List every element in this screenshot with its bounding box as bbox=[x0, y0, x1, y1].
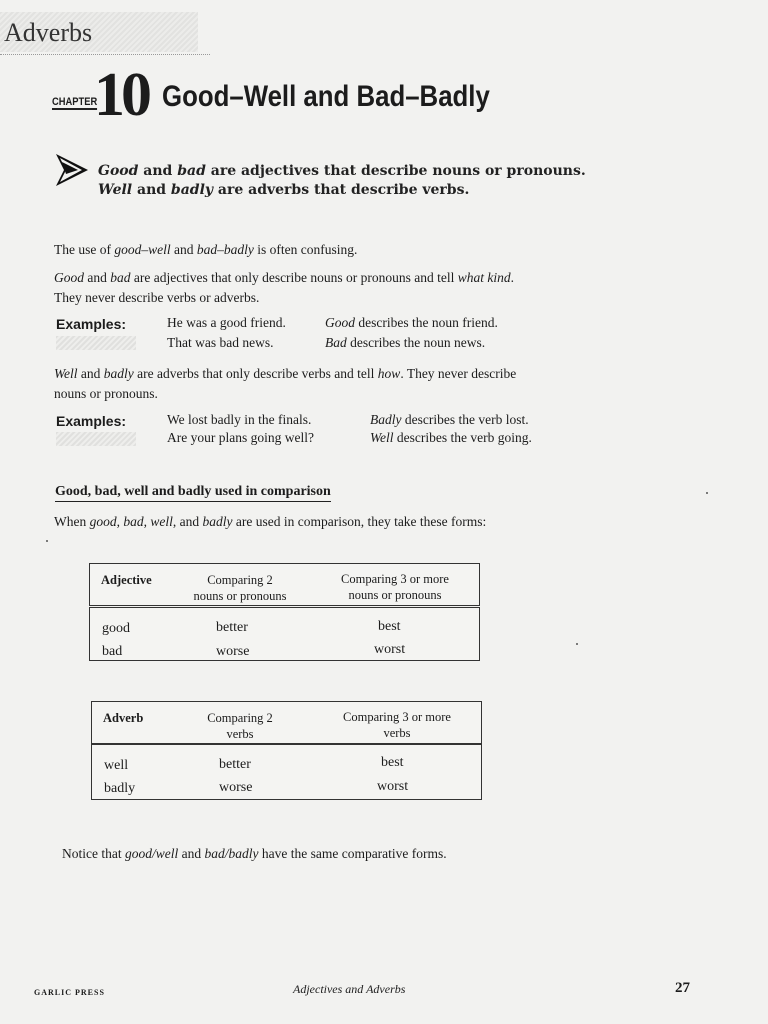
example-note: Bad describes the noun news. bbox=[325, 335, 486, 350]
examples-label: Examples: bbox=[56, 316, 127, 332]
table-cell: badly bbox=[104, 781, 136, 796]
example-sentence: Are your plans going well? bbox=[167, 430, 314, 445]
comparison-intro: When good, bad, well, and badly are used in comparison, they take these forms: bbox=[54, 514, 487, 529]
table-cell: better bbox=[216, 620, 248, 635]
book-title: Adjectives and Adverbs bbox=[293, 982, 406, 996]
scan-speck bbox=[706, 492, 708, 494]
table-cell: worse bbox=[219, 780, 253, 795]
chapter-number: 10 bbox=[94, 61, 148, 129]
adverb-table-header bbox=[91, 701, 482, 744]
key-point-line-2: Well and badly are adverbs that describe verbs. bbox=[98, 182, 470, 198]
header-divider bbox=[0, 54, 210, 55]
scan-speck bbox=[576, 643, 578, 645]
example-sentence: He was a good friend. bbox=[167, 315, 286, 330]
examples-shade bbox=[56, 432, 136, 446]
adverb-paragraph-line-2: nouns or pronouns. bbox=[54, 386, 158, 401]
comparison-heading: Good, bad, well and badly used in comparison bbox=[55, 484, 331, 502]
adjective-paragraph-line-2: They never describe verbs or adverbs. bbox=[54, 290, 260, 305]
column-header: Comparing 2 nouns or pronouns bbox=[193, 573, 287, 603]
adjective-table-header bbox=[89, 563, 480, 606]
table-cell: worse bbox=[216, 644, 250, 659]
adverb-table-body bbox=[91, 744, 482, 800]
column-header: Adverb bbox=[103, 711, 144, 725]
examples-shade bbox=[56, 336, 136, 350]
intro-text: The use of good–well and bad–badly is often confusing. bbox=[54, 242, 358, 257]
chapter-title: Good–Well and Bad–Badly bbox=[162, 80, 490, 113]
adjective-table-body bbox=[89, 607, 480, 661]
example-note: Good describes the noun friend. bbox=[325, 315, 498, 330]
adverb-paragraph-line-1: Well and badly are adverbs that only describe verbs and tell how. They never describe bbox=[54, 366, 517, 381]
column-header: Comparing 2 verbs bbox=[207, 711, 273, 741]
example-sentence: That was bad news. bbox=[167, 335, 274, 350]
column-header: Comparing 3 or more verbs bbox=[343, 710, 451, 740]
adjective-paragraph-line-1: Good and bad are adjectives that only describe nouns or pronouns and tell what kind. bbox=[54, 270, 515, 285]
column-header: Adjective bbox=[101, 573, 152, 587]
examples-label: Examples: bbox=[56, 413, 127, 429]
section-title: Adverbs bbox=[4, 18, 93, 47]
page-number: 27 bbox=[675, 980, 690, 996]
arrow-icon bbox=[52, 150, 92, 190]
section-header bbox=[0, 12, 198, 52]
table-cell: best bbox=[378, 619, 401, 634]
table-cell: worst bbox=[377, 779, 409, 794]
key-point-line-1: Good and bad are adjectives that describe nouns or pronouns. bbox=[98, 163, 586, 179]
table-cell: best bbox=[381, 755, 404, 770]
example-sentence: We lost badly in the finals. bbox=[167, 412, 312, 427]
chapter-label: CHAPTER bbox=[52, 96, 98, 108]
table-cell: better bbox=[219, 757, 251, 772]
scan-speck bbox=[46, 540, 48, 542]
table-cell: well bbox=[104, 758, 129, 773]
example-note: Well describes the verb going. bbox=[370, 430, 532, 445]
column-header: Comparing 3 or more nouns or pronouns bbox=[341, 572, 449, 602]
example-note: Badly describes the verb lost. bbox=[370, 412, 529, 427]
notice-text: Notice that good/well and bad/badly have the same comparative forms. bbox=[62, 846, 447, 861]
table-cell: worst bbox=[374, 642, 406, 657]
table-cell: bad bbox=[102, 644, 123, 659]
table-cell: good bbox=[102, 621, 130, 636]
publisher-name: GARLIC PRESS bbox=[34, 988, 105, 997]
